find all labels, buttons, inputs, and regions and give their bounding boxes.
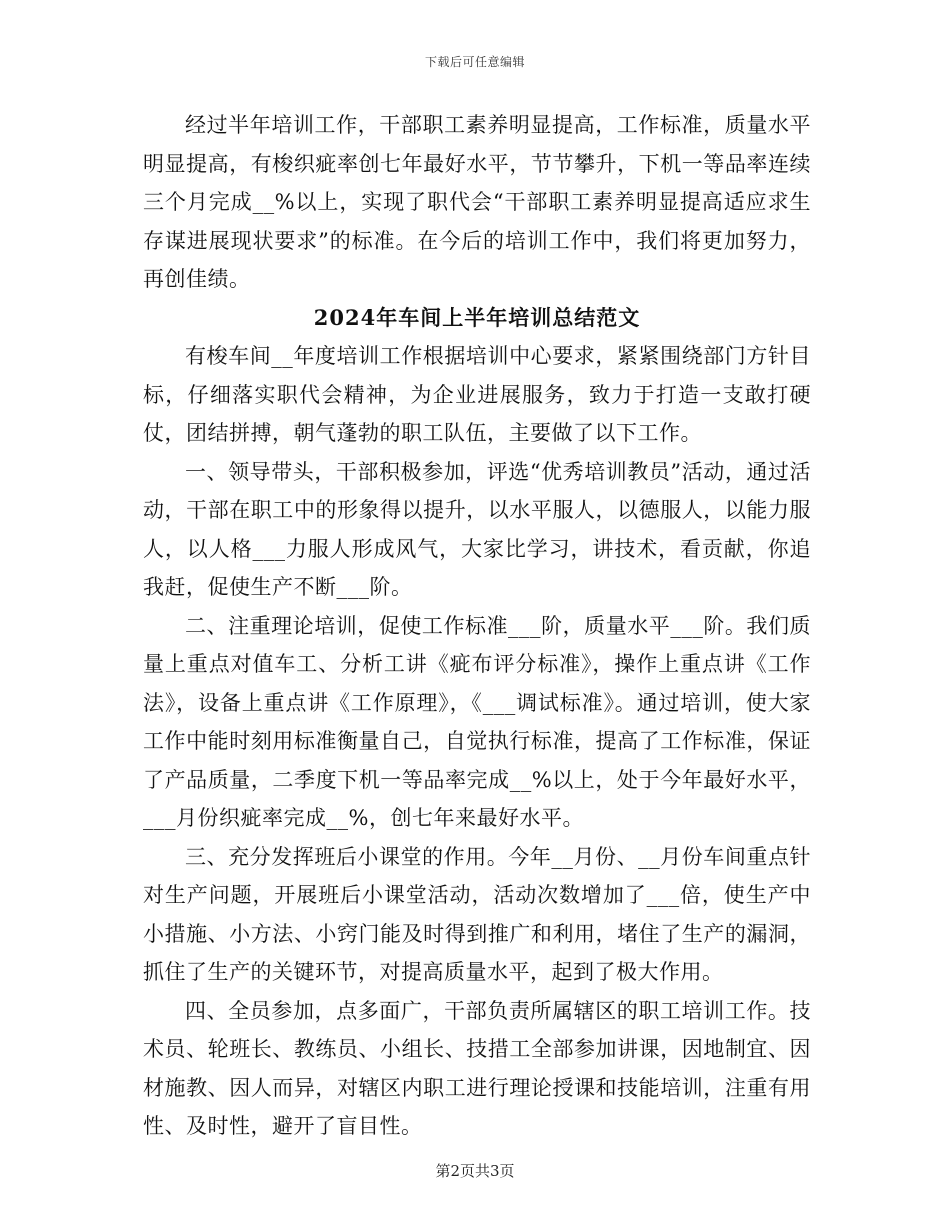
paragraph-section-1: 一、领导带头，干部积极参加，评选“优秀培训教员”活动，通过活动，干部在职工中的形象得以提升，以水平服人，以德服人，以能力服人，以人格___力服人形成风气，大家比学习，讲技术，看贡献，你追我赶，促使生产不断___阶。	[143, 459, 811, 599]
paragraph-section-2: 二、注重理论培训，促使工作标准___阶，质量水平___阶。我们质量上重点对值车工、分析工讲《疵布评分标准》，操作上重点讲《工作法》，设备上重点讲《工作原理》，《___调试标准》。通过培训，使大家工作中能时刻用标准衡量自己，自觉执行标准，提高了工作标准，保证了产品质量，二季度下机一等品率完成__%以上，处于今年最好水平，___月份织疵率完成__%，创七年来最好水平。	[143, 613, 811, 830]
intro-paragraph: 经过半年培训工作，干部职工素养明显提高，工作标准，质量水平明显提高，有梭织疵率创七年最好水平，节节攀升，下机一等品率连续三个月完成__%以上，实现了职代会“干部职工素养明显提高适应求生存谋进展现状要求”的标准。在今后的培训工作中，我们将更加努力，再创佳绩。	[143, 113, 811, 291]
paragraph-intro-work: 有梭车间__年度培训工作根据培训中心要求，紧紧围绕部门方针目标，仔细落实职代会精神，为企业进展服务，致力于打造一支敢打硬仗，团结拼搏，朝气蓬勃的职工队伍，主要做了以下工作。	[143, 344, 811, 445]
paragraph-section-3: 三、充分发挥班后小课堂的作用。今年__月份、__月份车间重点针对生产问题，开展班后小课堂活动，活动次数增加了___倍，使生产中小措施、小方法、小窍门能及时得到推广和利用，堵住了生产的漏洞，抓住了生产的关键环节，对提高质量水平，起到了极大作用。	[143, 844, 811, 984]
paragraph-section-4: 四、全员参加，点多面广，干部负责所属辖区的职工培训工作。技术员、轮班长、教练员、小组长、技措工全部参加讲课，因地制宜、因材施教、因人而异，对辖区内职工进行理论授课和技能培训，注重有用性、及时性，避开了盲目性。	[143, 998, 811, 1138]
document-body	[143, 106, 811, 1146]
document-title: 2024年车间上半年培训总结范文	[313, 304, 641, 330]
page-number: 第2页共3页	[435, 1162, 515, 1180]
header-note: 下载后可任意编辑	[424, 55, 525, 69]
